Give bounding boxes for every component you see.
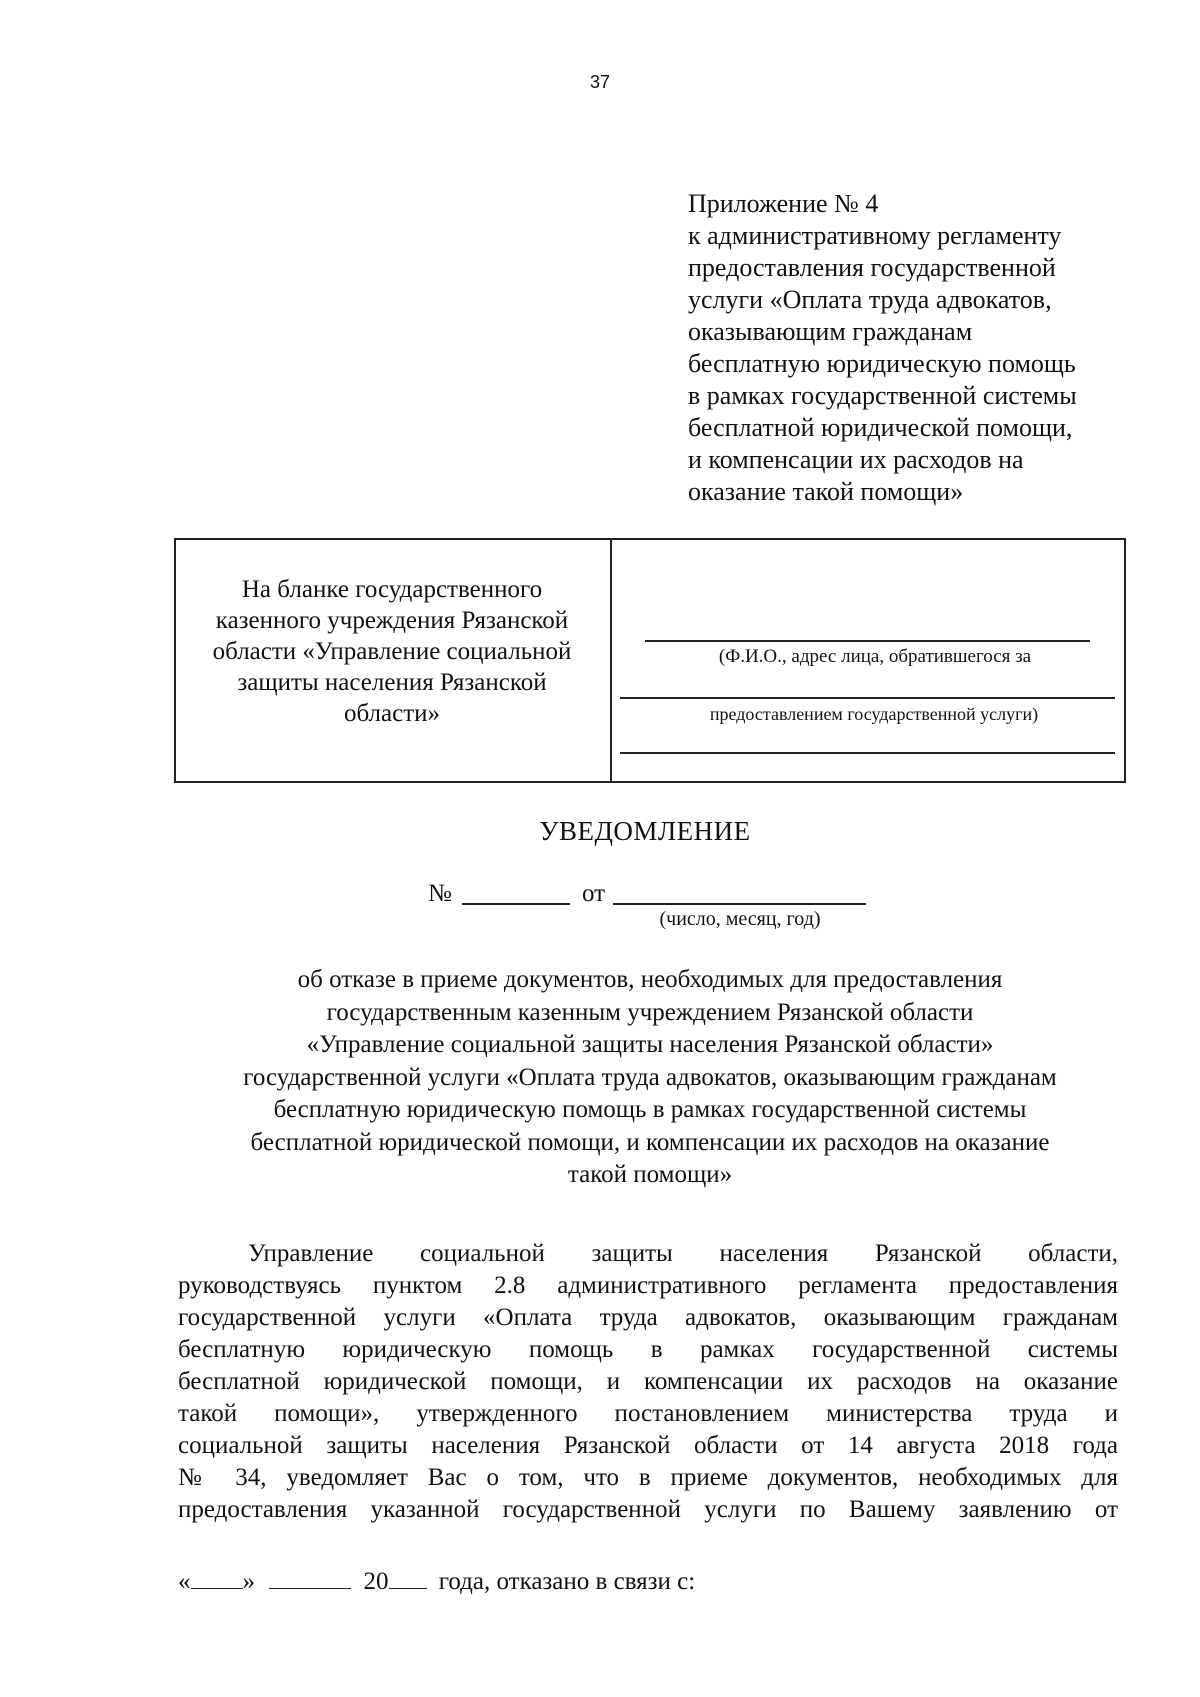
recipient-hint-line-2: предоставлением государственной услуги) <box>709 704 1039 724</box>
recipient-name-field[interactable] <box>645 640 1090 642</box>
close-quote: » <box>242 1568 255 1595</box>
body-line: руководствуясь пунктом 2.8 административного регламента предоставления <box>178 1272 1118 1299</box>
body-line: предоставления указанной государственной услуги по Вашему заявлению от <box>178 1496 1118 1523</box>
application-year-field[interactable] <box>389 1566 427 1589</box>
number-sign: № <box>428 880 452 907</box>
date-hint: (число, месяц, год) <box>659 908 821 930</box>
appendix-caption <box>688 188 1077 508</box>
body-line: № 34, уведомляет Вас о том, что в приеме документов, необходимых для <box>178 1464 1118 1491</box>
letterhead-note-line: области «Управление социальной <box>212 638 572 665</box>
body-line: бесплатную юридическую помощь в рамках государственной системы <box>178 1336 1118 1363</box>
subject-line: бесплатную юридическую помощь в рамках государственной системы <box>273 1096 1027 1123</box>
letterhead-note-line: казенного учреждения Рязанской <box>215 607 569 634</box>
application-month-field[interactable] <box>269 1566 351 1589</box>
year-century: 20 <box>363 1568 389 1595</box>
recipient-extra-field[interactable] <box>620 752 1115 754</box>
body-paragraph <box>178 1238 1118 1526</box>
recipient-address-field[interactable] <box>620 697 1115 699</box>
appendix-line: услуги «Оплата труда адвокатов, <box>688 285 1052 314</box>
recipient-hint-line-1: (Ф.И.О., адрес лица, обратившегося за <box>718 646 1032 667</box>
appendix-line: оказание такой помощи» <box>688 477 964 506</box>
open-quote: « <box>178 1568 191 1595</box>
body-line: государственной услуги «Оплата труда адвокатов, оказывающим гражданам <box>178 1304 1118 1331</box>
notice-date-field[interactable] <box>613 903 866 905</box>
appendix-line: и компенсации их расходов на <box>688 445 1024 474</box>
notice-subject <box>174 964 1126 1192</box>
letterhead-note-line: области» <box>343 700 441 727</box>
body-line: социальной защиты населения Рязанской области от 14 августа 2018 года <box>178 1432 1118 1459</box>
appendix-line: к административному регламенту <box>688 221 1062 250</box>
subject-line: «Управление социальной защиты населения Рязанской области» <box>306 1031 994 1058</box>
application-day-field[interactable] <box>191 1566 243 1589</box>
page-number: 37 <box>589 72 611 92</box>
application-date-line <box>178 1566 695 1596</box>
body-line: Управление социальной защиты населения Рязанской области, <box>248 1240 1118 1267</box>
appendix-line: бесплатной юридической помощи, <box>688 413 1073 442</box>
appendix-line: Приложение № 4 <box>688 189 879 218</box>
subject-line: такой помощи» <box>567 1161 733 1188</box>
appendix-line: оказывающим гражданам <box>688 317 973 346</box>
letterhead-note <box>178 574 606 729</box>
body-line: бесплатной юридической помощи, и компенсации их расходов на оказание <box>178 1368 1118 1395</box>
appendix-line: в рамках государственной системы <box>688 381 1077 410</box>
header-table-divider <box>610 538 612 783</box>
from-word: от <box>582 880 606 907</box>
document-title: УВЕДОМЛЕНИЕ <box>539 816 751 846</box>
subject-line: об отказе в приеме документов, необходимых для предоставления <box>297 966 1003 993</box>
appendix-line: предоставления государственной <box>688 253 1056 282</box>
notice-number-field[interactable] <box>462 903 570 905</box>
body-line: такой помощи», утвержденного постановлением министерства труда и <box>178 1400 1118 1427</box>
refusal-text: года, отказано в связи с: <box>438 1568 696 1595</box>
subject-line: государственным казенным учреждением Рязанской области <box>326 998 974 1026</box>
letterhead-note-line: защиты населения Рязанской <box>237 669 547 696</box>
subject-line: бесплатной юридической помощи, и компенсации их расходов на оказание <box>250 1128 1050 1156</box>
subject-line: государственной услуги «Оплата труда адвокатов, оказывающим гражданам <box>243 1063 1057 1091</box>
appendix-line: бесплатную юридическую помощь <box>688 349 1076 378</box>
letterhead-note-line: На бланке государственного <box>241 576 543 603</box>
